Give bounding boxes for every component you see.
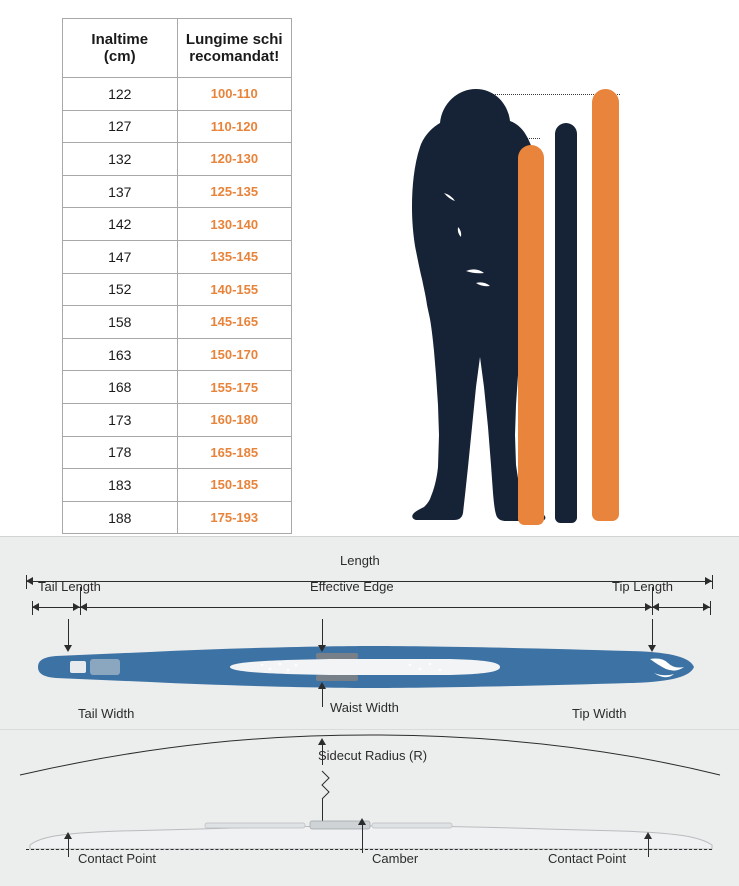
label-tip-width: Tip Width	[572, 706, 627, 721]
effective-edge-arrow-right	[645, 603, 652, 611]
table-row	[63, 273, 292, 306]
cell-recommended-length: 150-185	[177, 469, 292, 502]
cell-recommended-length: 145-165	[177, 306, 292, 339]
table-row	[63, 436, 292, 469]
effective-edge-arrow-left	[80, 603, 87, 611]
tip-length-measure-line	[652, 607, 710, 608]
skier-and-skis-illustration	[380, 75, 720, 525]
table-row	[63, 240, 292, 273]
label-tail-length: Tail Length	[38, 579, 101, 594]
cell-height: 152	[63, 273, 178, 306]
cell-recommended-length: 135-145	[177, 240, 292, 273]
cell-recommended-length: 155-175	[177, 371, 292, 404]
length-arrow-right	[705, 577, 712, 585]
tail-length-arrow-left	[32, 603, 39, 611]
contact-point-left-line	[68, 837, 69, 857]
middle-navy-ski	[555, 123, 577, 523]
cell-height: 137	[63, 175, 178, 208]
table-body	[63, 78, 292, 534]
table-row	[63, 143, 292, 176]
tip-length-arrow-right	[703, 603, 710, 611]
column-header-recommended-length	[177, 19, 292, 78]
contact-point-right-line	[648, 837, 649, 857]
cell-height: 127	[63, 110, 178, 143]
cell-recommended-length: 130-140	[177, 208, 292, 241]
waist-width-pointer-line-2	[322, 687, 323, 707]
table-row	[63, 338, 292, 371]
label-tip-length: Tip Length	[612, 579, 673, 594]
sidecut-curve	[0, 729, 739, 809]
waist-width-arrow	[318, 645, 326, 652]
cell-height: 142	[63, 208, 178, 241]
label-camber: Camber	[372, 851, 419, 866]
length-tick-right	[712, 575, 713, 589]
cell-height: 132	[63, 143, 178, 176]
column-header-rec-line2: recomandat!	[189, 48, 280, 65]
baseline-dashed	[26, 849, 712, 850]
cell-height: 183	[63, 469, 178, 502]
ski-anatomy-diagram	[0, 536, 739, 886]
cell-recommended-length: 175-193	[177, 501, 292, 534]
cell-height: 173	[63, 403, 178, 436]
tall-orange-ski	[592, 89, 619, 521]
table-row	[63, 78, 292, 111]
ski-side-view	[0, 799, 739, 859]
column-header-height-line2: (cm)	[103, 48, 136, 65]
cell-recommended-length: 165-185	[177, 436, 292, 469]
cell-recommended-length: 150-170	[177, 338, 292, 371]
cell-height: 188	[63, 501, 178, 534]
waist-width-arrow-2	[318, 682, 326, 689]
contact-point-right-arrow	[644, 832, 652, 839]
tip-length-arrow-left	[652, 603, 659, 611]
sidecut-radius-arrow-up	[318, 738, 326, 745]
cell-recommended-length: 140-155	[177, 273, 292, 306]
label-effective-edge: Effective Edge	[310, 579, 394, 594]
label-waist-width: Waist Width	[330, 700, 399, 715]
column-header-height-line1: Inaltime	[91, 30, 149, 48]
camber-line	[362, 823, 363, 853]
table-row	[63, 469, 292, 502]
cell-height: 163	[63, 338, 178, 371]
cell-recommended-length: 120-130	[177, 143, 292, 176]
ski-top-view	[30, 645, 702, 689]
table-header	[63, 19, 292, 78]
label-tail-width: Tail Width	[78, 706, 135, 721]
ski-size-table	[62, 18, 292, 534]
cell-height: 178	[63, 436, 178, 469]
table-row	[63, 403, 292, 436]
table-row	[63, 175, 292, 208]
tail-width-pointer-line	[68, 619, 69, 647]
table-row	[63, 501, 292, 534]
table-header-row	[63, 19, 292, 78]
tip-width-pointer-line	[652, 619, 653, 647]
cell-recommended-length: 100-110	[177, 78, 292, 111]
cell-recommended-length: 160-180	[177, 403, 292, 436]
label-sidecut-radius: Sidecut Radius (R)	[318, 748, 428, 763]
cell-recommended-length: 125-135	[177, 175, 292, 208]
tip-length-tick-right	[710, 601, 711, 615]
tip-width-arrow	[648, 645, 656, 652]
cell-recommended-length: 110-120	[177, 110, 292, 143]
column-header-rec-line1: Lungime schi	[185, 30, 283, 48]
tail-length-arrow-right	[73, 603, 80, 611]
table-row	[63, 110, 292, 143]
cell-height: 147	[63, 240, 178, 273]
effective-edge-measure-line	[80, 607, 652, 608]
short-orange-ski	[518, 145, 544, 525]
tail-length-tick-left	[32, 601, 33, 615]
cell-height: 122	[63, 78, 178, 111]
cell-height: 168	[63, 371, 178, 404]
tail-width-arrow	[64, 645, 72, 652]
length-arrow-left	[26, 577, 33, 585]
contact-point-left-arrow	[64, 832, 72, 839]
waist-width-pointer-line	[322, 619, 323, 647]
skier-silhouette	[380, 75, 580, 525]
table-row	[63, 208, 292, 241]
label-contact-point-left: Contact Point	[78, 851, 157, 866]
camber-arrow	[358, 818, 366, 825]
cell-height: 158	[63, 306, 178, 339]
length-tick-left	[26, 575, 27, 589]
label-contact-point-right: Contact Point	[548, 851, 627, 866]
column-header-height	[63, 19, 178, 78]
table-row	[63, 371, 292, 404]
table-row	[63, 306, 292, 339]
label-length: Length	[340, 553, 380, 568]
